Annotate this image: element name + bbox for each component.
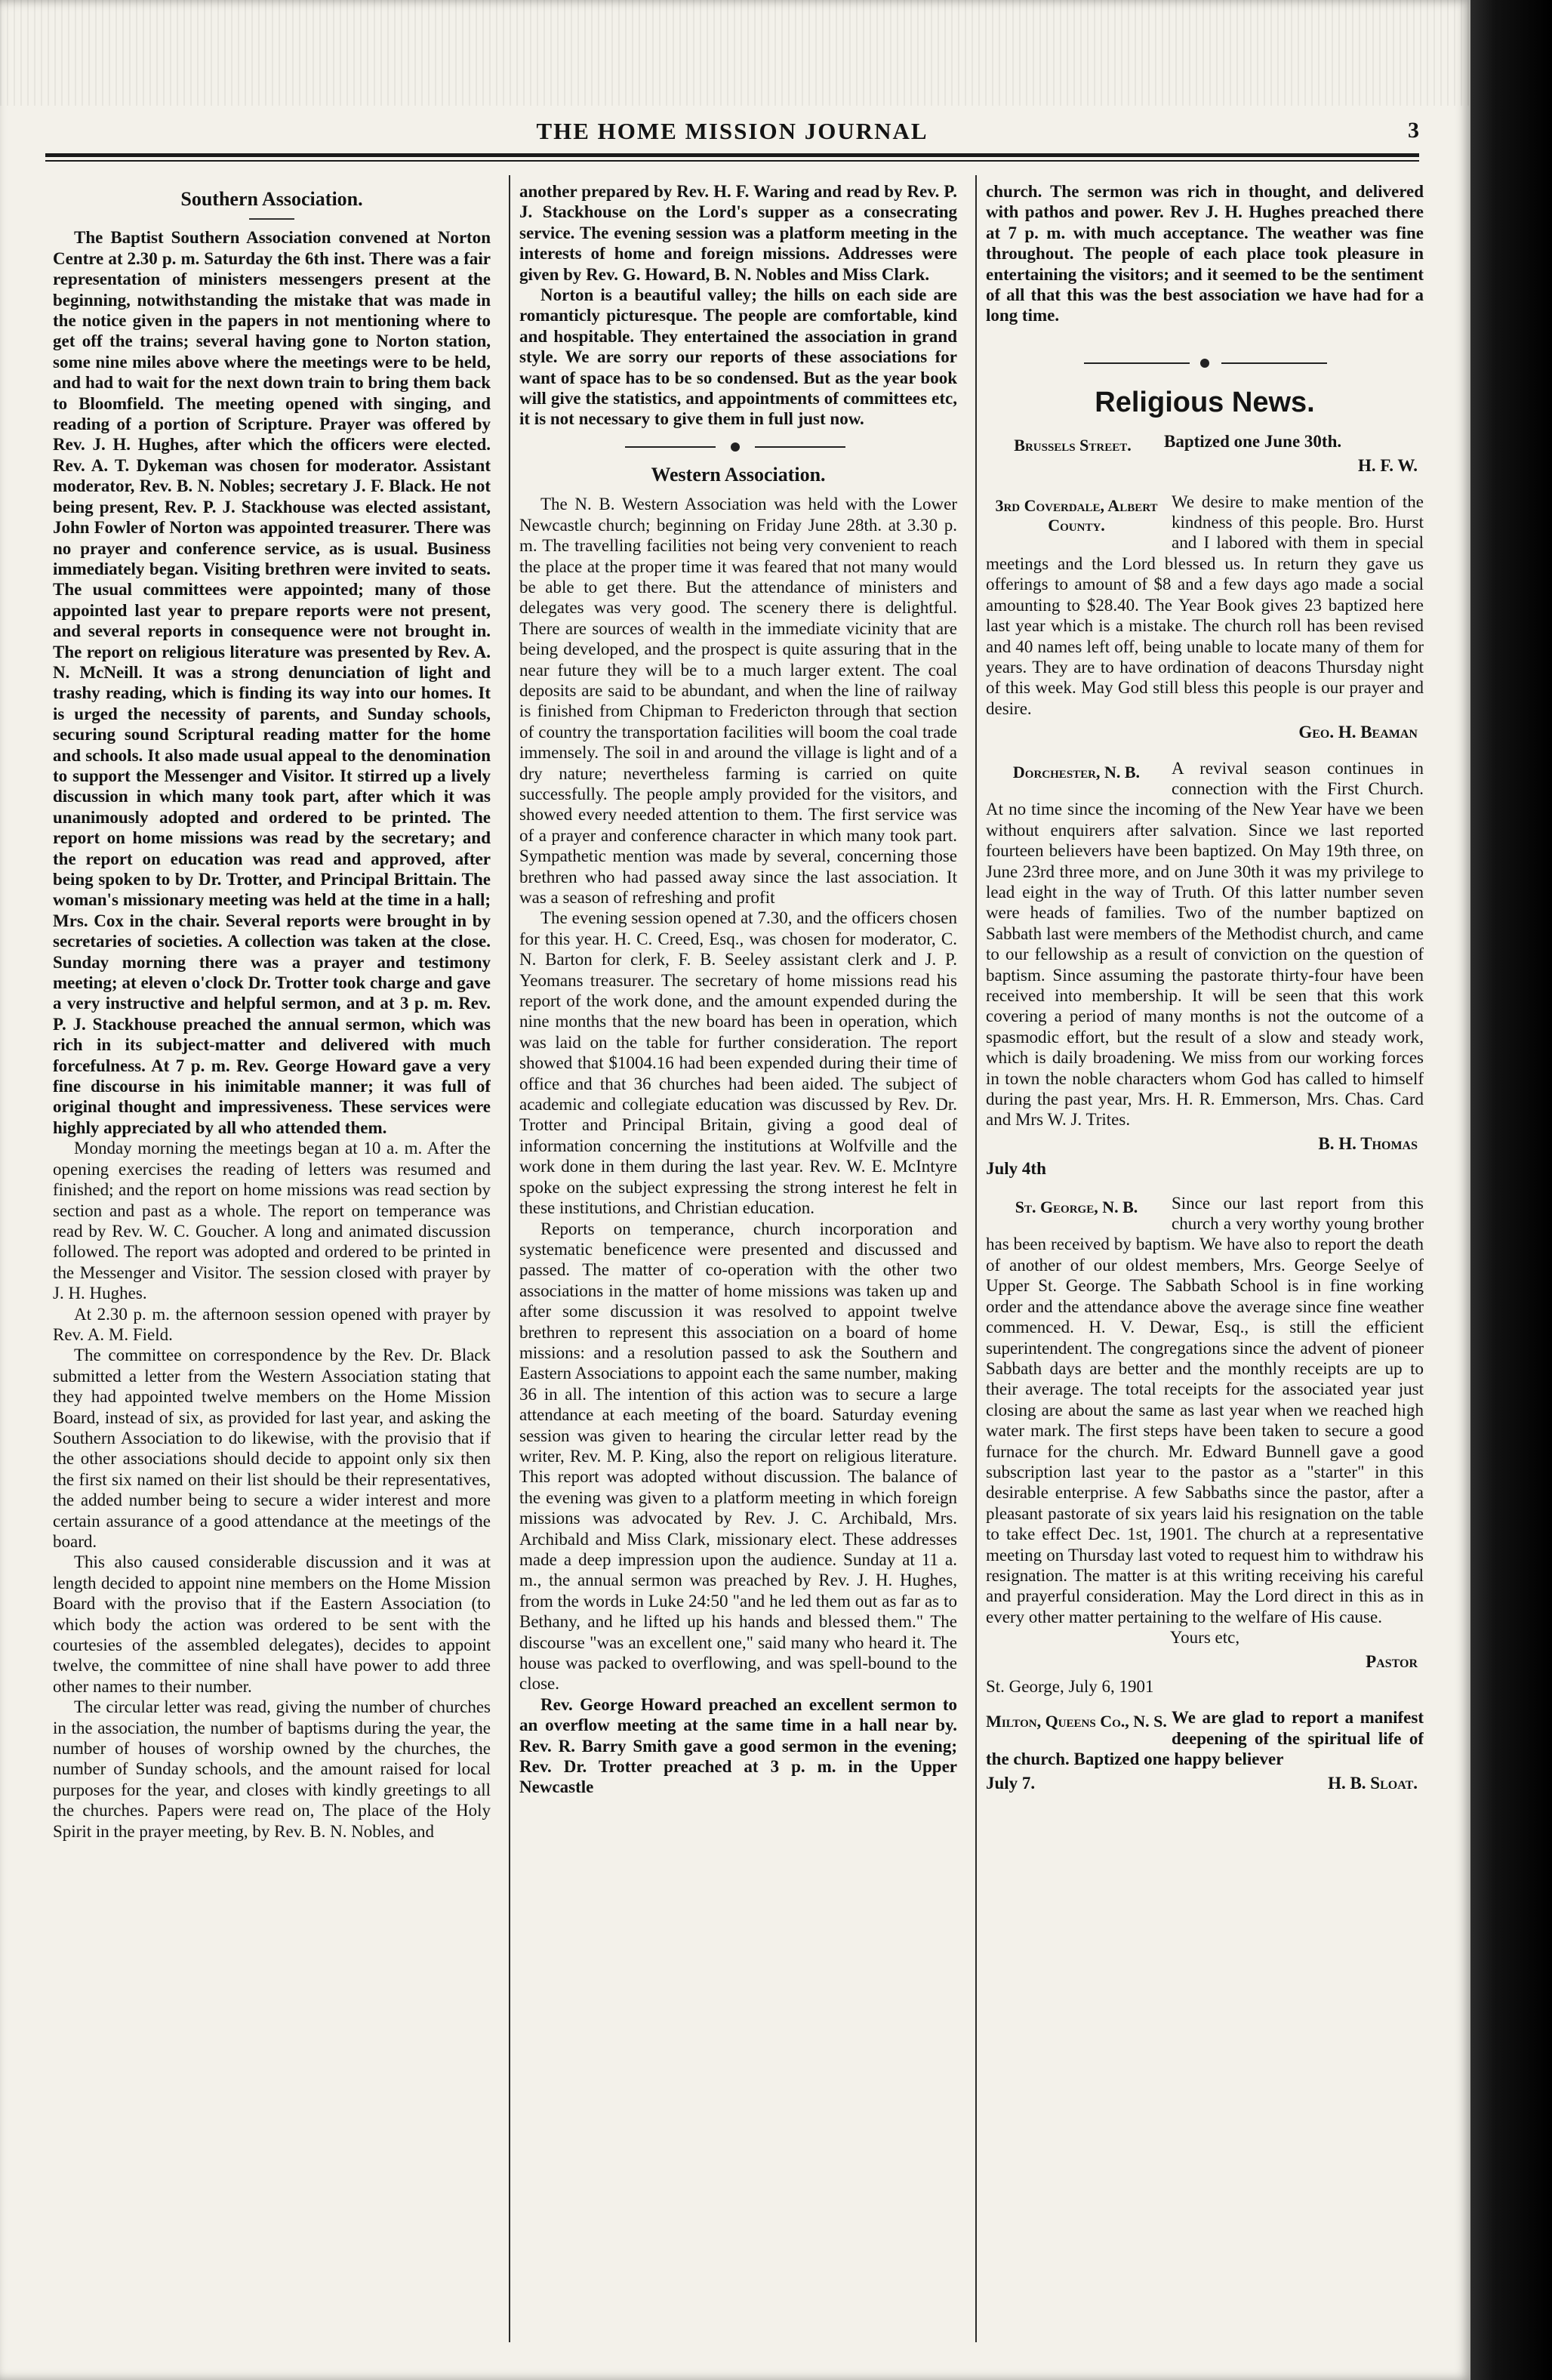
entry-text: Baptized one June 30th. bbox=[1164, 432, 1342, 452]
entry-signature: Geo. H. Beaman bbox=[1298, 723, 1418, 742]
article-paragraph: The committee on correspondence by the Rev. Dr. Black submitted a letter from the Western Association stating that they had appointed twelve members on the Home Mission Board, instead of six, as provided for last year, and asking the Southern Association to do likewise, with the provisio that if the other associations should decide to appoint only six then the first six named on their list should be their representatives, the added number being to secure a wider interest and more certain assurance of a good attendance at the meetings of the board. bbox=[53, 1346, 491, 1551]
page-header bbox=[45, 118, 1419, 148]
scan-edge bbox=[1470, 0, 1552, 2380]
news-entry bbox=[986, 431, 1424, 480]
header-rule-thin bbox=[45, 160, 1419, 162]
article-paragraph: Monday morning the meetings began at 10 a. m. After the opening exercises the reading of letters was resumed and finished; and the report on home missions was read section by section and past as a whole. The report on temperance was read by Rev. W. C. Goucher. A long and animated discussion followed. The report was adopted and ordered to be printed in the Messenger and Visitor. The session closed with prayer by J. H. Hughes. bbox=[53, 1139, 491, 1303]
news-entry bbox=[986, 492, 1424, 748]
entry-closing: Yours etc, bbox=[1169, 1628, 1240, 1648]
entry-date: St. George, July 6, 1901 bbox=[986, 1677, 1154, 1696]
entry-signature: Pastor bbox=[1366, 1651, 1418, 1671]
entry-signature: H. F. W. bbox=[1357, 456, 1418, 476]
column-3 bbox=[986, 181, 1424, 2341]
entry-place: Dorchester, N. B. bbox=[1012, 762, 1141, 782]
article-paragraph: The circular letter was read, giving the number of churches in the association, the number of baptisms during the year, the number of houses of worship owned by the churches, the number of Sunday schools, and the amount raised for local purposes for the year, and closes with kindly greetings to all the churches. Papers were read on, The place of the Holy Spirit in the prayer meeting, by Rev. B. N. Nobles, and bbox=[53, 1697, 491, 1841]
article-paragraph: This also caused considerable discussion and it was at length decided to appoint nine members on the Home Mission Board with the proviso that if the Eastern Association (to which body the action was ordered to be sent with the courtesies of the assembled delegates), decides to appoint twelve, the committee of nine shall have power to add three other names to their number. bbox=[53, 1552, 491, 1696]
section-heading-western: Western Association. bbox=[651, 463, 826, 486]
section-heading-religious-news: Religious News. bbox=[1095, 386, 1315, 418]
ornament-divider bbox=[986, 356, 1424, 370]
column-1 bbox=[53, 181, 491, 2341]
entry-place: St. George, N. B. bbox=[1015, 1197, 1138, 1216]
scan-texture bbox=[0, 0, 1470, 106]
article-paragraph: The evening session opened at 7.30, and the officers chosen for this year. H. C. Creed, Esq., was chosen for moderator, C. N. Barton for clerk, F. B. Seeley assistant clerk and J. P. Yeomans treasurer. The secretary of home missions read his report of the work done, and the amount expended during the nine months that the new board has been in operation, which was laid on the table for further consideration. The report showed that $1004.16 had been expended during their time of office and that 36 churches had been aided. The subject of academic and collegiate education was discussed by Rev. Dr. Trotter and Principal Britain, giving a good deal of information concerning the institutions at Wolfville and the work done in them during the last year. Rev. W. E. McIntyre spoke on the subject expressing the strong interest he felt in these institutions, and Christian education. bbox=[519, 908, 957, 1218]
section-heading-southern: Southern Association. bbox=[180, 188, 363, 210]
article-paragraph: The Baptist Southern Association convened at Norton Centre at 2.30 p. m. Saturday the 6th inst. There was a fair representation of ministers messengers present at the beginning, notwithstanding the mistake that was made in the notice given in the papers in not mentioning where to get off the trains; several having gone to Norton station, some nine miles above where the meetings were to be held, and had to wait for the next down train to bring them back to Bloomfield. The meeting opened with singing, and reading of a portion of Scripture. Prayer was offered by Rev. J. H. Hughes, after which the officers were elected. Rev. A. T. Dykeman was chosen for moderator. Assistant moderator, Rev. B. N. Nobles; secretary J. F. Black. He not being present, Rev. P. J. Stackhouse was elected assistant, John Fowler of Norton was appointed treasurer. There was no prayer and conference service, as is usual. Business immediately began. Visiting brethren were invited to seats. The usual committees were appointed; many of those appointed last year to prepare reports were not present, and several reports in consequence were not brought in. The report on religious literature was presented by Rev. A. N. McNeill. It was a strong denunciation of light and trashy reading, which is finding its way into our homes. It is urged the necessity of parents, and Sunday schools, securing sound Scriptural reading matter for the home and schools. It also made usual appeal to the denomination to support the Messenger and Visitor. It stirred up a lively discussion in which many took part, after which it was unanimously adopted and ordered to be printed. The report on home missions was read by the secretary; and the report on education was read and approved, after being spoken to by Dr. Trotter, and Principal Brittain. The woman's missionary meeting was held at the time in a hall; Mrs. Cox in the chair. Several reports were brought in by secretaries of societies. A collection was taken at the close. Sunday morning there was a prayer and testimony meeting; at eleven o'clock Dr. Trotter took charge and gave a very instructive and helpful sermon, and at 3 p. m. Rev. P. J. Stackhouse preached the annual sermon, which was rich in its subject-matter and delivered with much forcefulness. At 7 p. m. Rev. George Howard gave a very fine discourse in his inimitable manner; it was full of original thought and impressiveness. These services were highly appreciated by all who attended them. bbox=[53, 228, 491, 1137]
article-paragraph: Reports on temperance, church incorporation and systematic beneficence were presented and discussed and passed. The matter of co-operation with the other two associations in the matter of home missions was taken up and after some discussion it was resolved to appoint twelve brethren to represent this association on a board of home missions: and a resolution passed to ask the Southern and Eastern Associations to appoint each the same number, making 36 in all. The intention of this action was to secure a large attendance at each meeting of the board. Saturday evening session was given to hearing the circular letter read by the writer, Rev. M. P. King, also the report on religious literature. This report was adopted without discussion. The balance of the evening was given to a platform meeting in which foreign missions was advocated by Rev. J. C. Archibald, Mrs. Archibald and Miss Clark, missionary elect. These addresses made a deep impression upon the audience. Sunday at 11 a. m., the annual sermon was preached by Rev. J. H. Hughes, from the words in Luke 24:50 "and he led them out as far as to Bethany, and he lifted up his hands and blessed them." The discourse "was an excellent one," said many who heard it. The house was packed to overflowing, and was spell-bound to the close. bbox=[519, 1219, 957, 1694]
entry-signature: H. B. Sloat. bbox=[1328, 1773, 1418, 1793]
entry-place: Milton, Queens Co., N. S. bbox=[986, 1712, 1167, 1731]
column-divider bbox=[975, 175, 977, 2342]
news-entry bbox=[986, 1707, 1424, 1798]
column-divider bbox=[509, 175, 510, 2342]
column-2 bbox=[519, 181, 957, 2341]
article-paragraph: another prepared by Rev. H. F. Waring and read by Rev. P. J. Stackhouse on the Lord's supper as a consecrating service. The evening session was a platform meeting in the interests of home and foreign missions. Addresses were given by Rev. G. Howard, B. N. Nobles and Miss Clark. bbox=[519, 182, 957, 284]
entry-place: 3rd Coverdale, Albert County. bbox=[995, 495, 1158, 535]
entry-text: A revival season continues in connection with the First Church. At no time since the incoming of the New Year have we been without enquirers after salvation. Since we last reported fourteen believers have been baptized. On May 19th three, on June 23rd three more, and on June 30th it was my privilege to lead eight in the way of Truth. Of this latter number seven were heads of families. Two of the number baptized on Sabbath last were members of the Methodist church, and came to our fellowship as a result of conviction on the question of baptism. Since assuming the pastorate thirty-four have been received into membership. It will be seen that this work covering a period of many months is not the outcome of a spasmodic effort, but the result of a slow and steady work, which is daily broadening. We miss from our working forces in town the noble characters whom God has called to himself during the past year, Mrs. H. R. Emmerson, Mrs. Chas. Card and Mrs W. J. Trites. bbox=[986, 758, 1424, 1130]
article-paragraph: Norton is a beautiful valley; the hills on each side are romanticly picturesque. The people are comfortable, kind and hospitable. They entertained the association in grand style. We are sorry our reports of these associations for want of space has to be so condensed. But as the year book will give the statistics, and appointments of committees etc, it is not necessary to give them in full just now. bbox=[519, 285, 957, 429]
entry-place: Brussels Street. bbox=[1014, 436, 1132, 455]
article-paragraph: At 2.30 p. m. the afternoon session opened with prayer by Rev. A. M. Field. bbox=[53, 1304, 491, 1344]
page-number: 3 bbox=[1408, 118, 1419, 143]
article-paragraph: church. The sermon was rich in thought, and delivered with pathos and power. Rev J. H. Hughes preached there at 7 p. m. with much acceptance. The weather was fine throughout. The people of each place took pleasure in entertaining the visitors; and it seemed to be the sentiment of all that this was the best association we have had for a long time. bbox=[986, 182, 1424, 325]
entry-date: July 4th bbox=[986, 1159, 1046, 1179]
entry-text: We desire to make mention of the kindness of this people. Bro. Hurst and I labored with them in special meetings and the Lord blessed us. In return they gave us offerings to amount of $8 and a few days ago made a social amounting to $28.40. The Year Book gives 23 baptized here last year which is a mistake. The church roll has been revised and 40 names left off, being unable to locate many of them for years. They are to have ordination of deacons Thursday night of this week. May God still bless this people is our prayer and desire. bbox=[986, 492, 1424, 718]
running-title: THE HOME MISSION JOURNAL bbox=[536, 118, 928, 144]
entry-signature: B. H. Thomas bbox=[1318, 1133, 1418, 1153]
entry-text: We are glad to report a manifest deepening of the spiritual life of the church. Baptized one happy believer bbox=[986, 1708, 1424, 1769]
article-paragraph: Rev. George Howard preached an excellent sermon to an overflow meeting at the same time in a hall near by. Rev. R. Barry Smith gave a good sermon in the evening; Rev. Dr. Trotter preached at 3 p. m. in the Upper Newcastle bbox=[519, 1694, 957, 1797]
ornament-divider bbox=[519, 440, 957, 454]
news-entry bbox=[986, 758, 1424, 1182]
entry-text: Since our last report from this church a very worthy young brother has been received by baptism. We have also to report the death of another of our oldest members, Mrs. George Seelye of Upper St. George. The Sabbath School is in fine working order and the attendance above the average since fine weather commenced. H. V. Dewar, Esq., is still the efficient superintendent. The congregations since the advent of pioneer Sabbath days are better and the monthly receipts are up to their average. The total receipts for the associated year just closing are about the same as last year when we reached high water mark. The first steps have been taken to secure a good furnace for the church. Mr. Edward Bunnell gave a good subscription last year to the pastor as a "starter" in this desirable enterprise. A few Sabbaths since the pastor, after a pleasant pastorate of six years laid his resignation on the table to take effect Dec. 1st, 1901. The church at a representative meeting on Thursday last voted to request him to withdraw his resignation. The matter is at this writing receiving his careful and prayerful consideration. May the Lord direct in this as in every other matter pertaining to the welfare of His cause. bbox=[986, 1193, 1424, 1626]
entry-date: July 7. bbox=[986, 1773, 1036, 1793]
heading-rule bbox=[249, 218, 294, 220]
header-rule bbox=[45, 153, 1419, 157]
article-paragraph: The N. B. Western Association was held with the Lower Newcastle church; beginning on Friday June 28th. at 3.30 p. m. The travelling facilities not being very convenient to reach the place at the proper time it was feared that not many would be able to get there. But the attendance of ministers and delegates was very good. The scenery there is delightful. There are sources of wealth in the immediate vicinity that are being developed, and the prospect is quite assuring that in the near future they will be to a much larger extent. The coal deposits are said to be abundant, and when the line of railway is finished from Chipman to Fredericton through that section of country the transportation facilities will boom the coal trade immensely. The soil in and around the village is light and of a dry nature; nevertheless farming is carried on quite successfully. The people amply provided for the visitors, and showed every needed attention to them. The first service was of a prayer and conference character in which many took part. Sympathetic mention was made by several, concerning those brethren who had passed away since the last association. It was a season of refreshing and profit bbox=[519, 495, 957, 907]
news-entry bbox=[986, 1193, 1424, 1697]
